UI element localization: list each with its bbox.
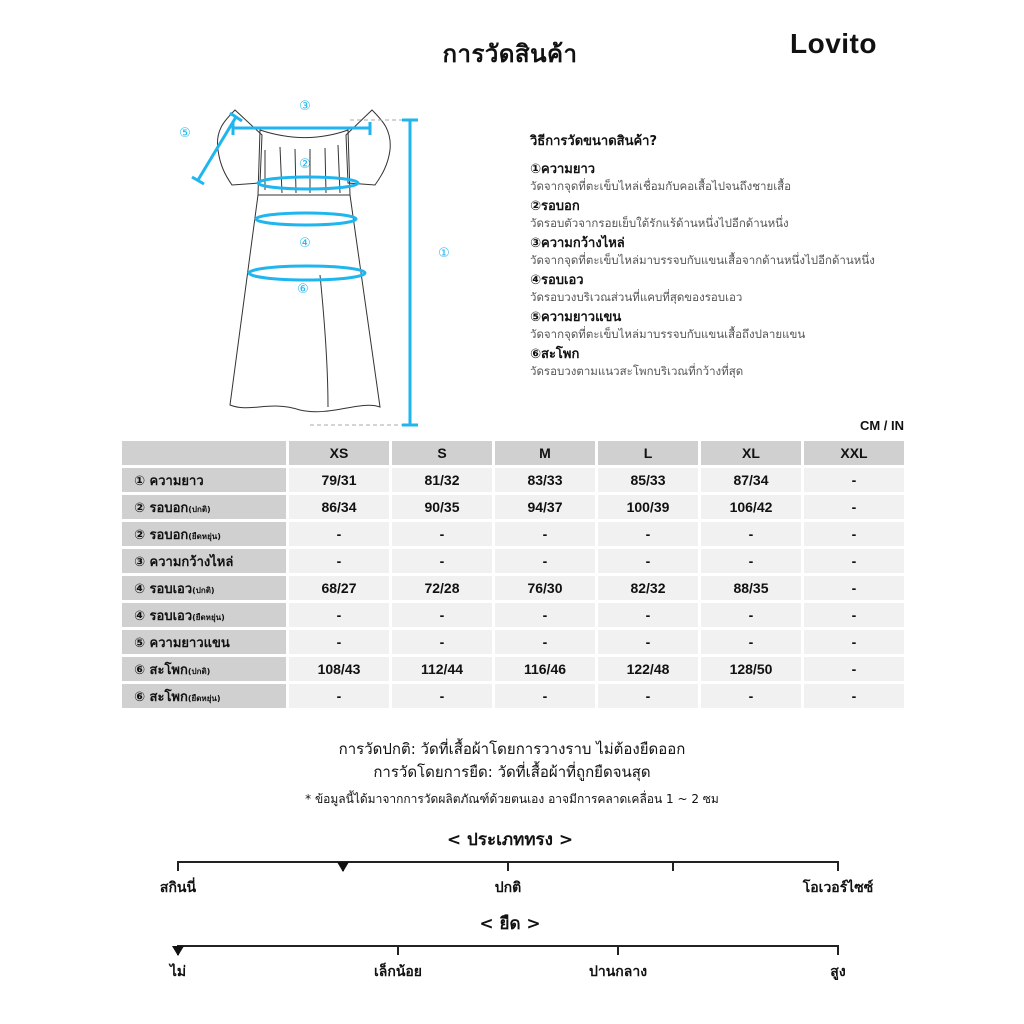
size-value-cell: - [598, 630, 698, 654]
stretch-scale-line [178, 945, 838, 947]
row-label-text: ② รอบอก [134, 500, 189, 516]
row-label-sub: (ยืดหยุ่น) [187, 693, 221, 703]
size-value-cell: 116/46 [495, 657, 595, 681]
size-value-cell: 72/28 [392, 576, 492, 600]
dress-diagram [170, 95, 470, 435]
stretch_scale-tick [617, 945, 619, 955]
stretch-scale-bar [150, 937, 870, 980]
size-value-cell: 106/42 [701, 495, 801, 519]
unit-label: CM / IN [859, 418, 904, 433]
size-value-cell: 90/35 [392, 495, 492, 519]
hip-line [249, 266, 365, 280]
row-label [122, 603, 286, 627]
marker-3: ③ [299, 99, 311, 114]
size-value-cell: 87/34 [701, 468, 801, 492]
size-value-cell: 128/50 [701, 657, 801, 681]
stretch_scale-tick [397, 945, 399, 955]
fit-scale-title: < ประเภททรง > [446, 830, 574, 850]
size-value-cell: - [392, 684, 492, 708]
note-disclaimer: * ข้อมูลนี้ได้มาจากการวัดผลิตภัณฑ์ด้วยตนเอง อาจมีการคลาดเคลื่อน 1 ~ 2 ซม [305, 792, 719, 806]
row-label-text: ④ รอบเอว [134, 581, 193, 597]
size-header-row [122, 441, 904, 465]
how-to-desc: วัดจากจุดที่ตะเข็บไหล่มาบรรจบกับแขนเสื้อจากด้านหนึ่งไปอีกด้านหนึ่ง [530, 253, 875, 267]
size-value-cell: - [495, 549, 595, 573]
size-table [119, 438, 907, 711]
size-value-cell: - [289, 603, 389, 627]
row-label [122, 576, 286, 600]
how-to-desc: วัดจากจุดที่ตะเข็บไหล่เชื่อมกับคอเสื้อไปจนถึงชายเสื้อ [530, 179, 792, 193]
row-label [122, 522, 286, 546]
size-value-cell: - [289, 522, 389, 546]
size-value-cell: 85/33 [598, 468, 698, 492]
size-value-cell: - [289, 630, 389, 654]
how-to-measure [530, 130, 910, 383]
row-label [122, 630, 286, 654]
how-to-head: ③ความกว้างไหล่ [530, 236, 625, 251]
size-table-row [122, 657, 904, 681]
marker-6: ⑥ [297, 282, 309, 297]
note-normal: การวัดปกติ: วัดที่เสื้อผ้าโดยการวางราบ ไม่ต้องยืดออก [338, 740, 686, 758]
row-label-text: ④ รอบเอว [134, 608, 193, 624]
stretch-scale-title: < ยืด > [479, 914, 541, 934]
waist-line [256, 213, 356, 225]
size-value-cell: 86/34 [289, 495, 389, 519]
row-label [122, 657, 286, 681]
size-value-cell: 88/35 [701, 576, 801, 600]
size-value-cell: - [598, 549, 698, 573]
how-to-item [530, 235, 910, 268]
how-to-desc: วัดรอบวงตามแนวสะโพกบริเวณที่กว้างที่สุด [530, 364, 744, 378]
fit_scale-label: โอเวอร์ไซซ์ [802, 880, 874, 896]
bust-line [258, 177, 358, 189]
size-value-cell: - [804, 576, 904, 600]
row-label-text: ⑥ สะโพก [134, 689, 188, 705]
size-value-cell: - [701, 603, 801, 627]
size-value-cell: - [701, 522, 801, 546]
size-table-row [122, 468, 904, 492]
size-value-cell: - [598, 684, 698, 708]
how-to-item [530, 309, 910, 342]
how-to-desc: วัดรอบตัวจากรอยเย็บใต้รักแร้ด้านหนึ่งไปอีกด้านหนึ่ง [530, 216, 789, 230]
size-value-cell: - [598, 603, 698, 627]
size-value-cell: - [804, 495, 904, 519]
row-label [122, 495, 286, 519]
size-value-cell: 100/39 [598, 495, 698, 519]
stretch_scale-label: ปานกลาง [588, 964, 648, 980]
row-label-text: ⑥ สะโพก [134, 662, 188, 678]
size-value-cell: - [289, 684, 389, 708]
sleeve-line [198, 117, 236, 180]
size-value-cell: - [804, 468, 904, 492]
size-value-cell: - [289, 549, 389, 573]
fit_scale-label: สกินนี่ [159, 880, 197, 896]
size-value-cell: 83/33 [495, 468, 595, 492]
row-label-text: ⑤ ความยาวแขน [134, 635, 230, 651]
fit_scale-tick [177, 861, 179, 871]
fit_scale-tick [837, 861, 839, 871]
size-value-cell: - [495, 684, 595, 708]
size-table-row [122, 495, 904, 519]
size-table-row [122, 684, 904, 708]
size-value-cell: - [701, 684, 801, 708]
how-to-desc: วัดรอบวงบริเวณส่วนที่แคบที่สุดของรอบเอว [530, 290, 743, 304]
marker-4: ④ [299, 236, 311, 251]
size-header: M [495, 441, 595, 465]
row-label [122, 549, 286, 573]
stretch_scale-label: เล็กน้อย [373, 964, 423, 980]
how-to-title: วิธีการวัดขนาดสินค้า? [530, 134, 658, 149]
fit_scale-label: ปกติ [494, 880, 522, 896]
brand-logo: Lovito [790, 28, 877, 59]
how-to-head: ②รอบอก [530, 199, 580, 214]
size-value-cell: - [701, 630, 801, 654]
page-title: การวัดสินค้า [442, 40, 578, 68]
fit_scale-tick [507, 861, 509, 871]
size-value-cell: 94/37 [495, 495, 595, 519]
size-value-cell: - [392, 630, 492, 654]
size-table-row [122, 603, 904, 627]
size-value-cell: 81/32 [392, 468, 492, 492]
size-value-cell: - [598, 522, 698, 546]
size-header: XL [701, 441, 801, 465]
size-header: L [598, 441, 698, 465]
size-value-cell: - [804, 684, 904, 708]
size-value-cell: 79/31 [289, 468, 389, 492]
size-value-cell: - [804, 603, 904, 627]
size-value-cell: - [804, 549, 904, 573]
how-to-head: ④รอบเอว [530, 273, 584, 288]
fit-scale [150, 826, 874, 896]
how-to-head: ⑥สะโพก [530, 347, 580, 362]
fit_scale-tick [672, 861, 674, 871]
how-to-item [530, 272, 910, 305]
dress-outline-icon [217, 110, 390, 412]
size-value-cell: - [392, 549, 492, 573]
stretch_scale-tick [837, 945, 839, 955]
row-label [122, 684, 286, 708]
note-stretch: การวัดโดยการยืด: วัดที่เสื้อผ้าที่ถูกยืดจนสุด [373, 763, 651, 781]
size-value-cell: 82/32 [598, 576, 698, 600]
row-label-text: ③ ความกว้างไหล่ [134, 554, 234, 570]
size-table-row [122, 522, 904, 546]
size-table-row [122, 549, 904, 573]
size-value-cell: - [392, 603, 492, 627]
row-label-text: ① ความยาว [134, 473, 204, 489]
size-header: XXL [804, 441, 904, 465]
size-value-cell: - [392, 522, 492, 546]
fit_scale-marker-icon [337, 862, 349, 872]
how-to-head: ①ความยาว [530, 162, 596, 177]
marker-2: ② [299, 157, 311, 172]
corner-cell [122, 441, 286, 465]
size-value-cell: 68/27 [289, 576, 389, 600]
size-value-cell: - [804, 657, 904, 681]
marker-1: ① [438, 246, 450, 261]
size-value-cell: - [495, 630, 595, 654]
stretch_scale-marker-icon [172, 946, 184, 956]
how-to-item [530, 161, 910, 194]
how-to-item [530, 346, 910, 379]
stretch-scale [150, 910, 870, 980]
stretch_scale-label: สูง [830, 964, 846, 980]
row-label-sub: (ยืดหยุ่น) [192, 612, 225, 622]
marker-5: ⑤ [179, 126, 191, 141]
measurement-notes [0, 738, 1024, 809]
how-to-desc: วัดจากจุดที่ตะเข็บไหล่มาบรรจบกับแขนเสื้อถึงปลายแขน [530, 327, 806, 341]
row-label-sub: (ยืดหยุ่น) [188, 531, 221, 541]
size-value-cell: 122/48 [598, 657, 698, 681]
size-value-cell: - [804, 630, 904, 654]
size-value-cell: - [495, 603, 595, 627]
row-label-sub: (ปกติ) [192, 585, 215, 595]
stretch_scale-label: ไม่ [169, 964, 187, 980]
size-header: S [392, 441, 492, 465]
how-to-item [530, 198, 910, 231]
how-to-head: ⑤ความยาวแขน [530, 310, 622, 325]
size-value-cell: 112/44 [392, 657, 492, 681]
size-value-cell: - [804, 522, 904, 546]
size-table-row [122, 630, 904, 654]
size-value-cell: 76/30 [495, 576, 595, 600]
row-label-sub: (ปกติ) [187, 666, 211, 676]
size-value-cell: 108/43 [289, 657, 389, 681]
row-label-sub: (ปกติ) [188, 504, 211, 514]
size-value-cell: - [701, 549, 801, 573]
size-value-cell: - [495, 522, 595, 546]
size-table-row [122, 576, 904, 600]
fit-scale-bar [150, 853, 874, 896]
row-label [122, 468, 286, 492]
size-header: XS [289, 441, 389, 465]
row-label-text: ② รอบอก [134, 527, 189, 543]
